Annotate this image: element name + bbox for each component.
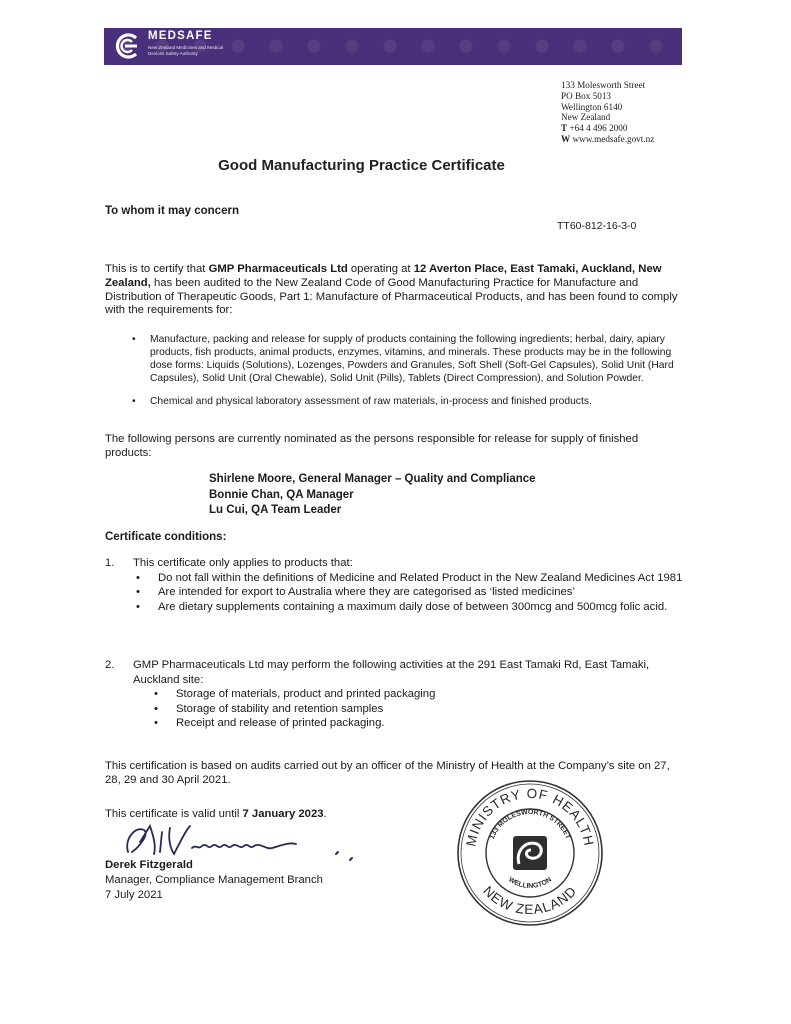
list-item: • Storage of stability and retention samples: [176, 702, 690, 717]
persons-list: [209, 472, 536, 519]
list-item: • Are intended for export to Australia where they are categorised as ‘listed medicines’: [158, 585, 690, 600]
scope-list: [150, 334, 680, 419]
condition-1-items: [158, 571, 690, 615]
person-name: Shirlene Moore, General Manager – Quality and Compliance: [209, 473, 536, 485]
condition-2: [105, 658, 690, 731]
address-street: 133 Molesworth Street: [561, 80, 646, 90]
list-item: • Storage of materials, product and printed packaging: [176, 687, 690, 702]
condition-number: 2.: [105, 659, 115, 671]
condition-text: This certificate only applies to products that:: [133, 557, 353, 569]
list-item: • Chemical and physical laboratory assessment of raw materials, in-process and finished products.: [150, 396, 680, 409]
signature-date: 7 July 2021: [105, 889, 163, 901]
condition-1: [105, 556, 690, 614]
signer-block: [105, 858, 323, 903]
seal-inner-text: 133 MOLESWORTH STREET: [488, 808, 572, 841]
condition-text: GMP Pharmaceuticals Ltd may perform the following activities at the 291 East Tamaki Rd, East Tamaki, Auckland site:: [133, 659, 650, 686]
company-location: 12 Averton Place, East Tamaki, Auckland, New Zealand,: [105, 263, 662, 289]
intro-paragraph: This is to certify that GMP Pharmaceuticals Ltd operating at 12 Averton Place, East Tamaki, Auckland, New Zealand, has been audited to the New Zealand Code of Good Manufacturing Practice for Manufacture and Distribution of Therapeutic Goods, Part 1: Manufacture of Pharmaceutical Products, and has been found to comply with the requirements for:: [105, 263, 678, 317]
seal-bottom-text: NEW ZEALAND: [480, 883, 580, 918]
address-web: W www.medsafe.govt.nz: [561, 133, 655, 144]
signer-name: Derek Fitzgerald: [105, 859, 193, 871]
validity-statement: This certificate is valid until 7 January 2023.: [105, 808, 327, 820]
condition-number: 1.: [105, 557, 115, 569]
salutation: To whom it may concern: [105, 205, 239, 217]
condition-2-items: [158, 687, 690, 731]
medsafe-logo-icon: [112, 33, 140, 59]
svg-text:WELLINGTON: [507, 876, 553, 890]
address-city: Wellington 6140: [561, 101, 623, 112]
company-name: GMP Pharmaceuticals Ltd: [208, 263, 348, 275]
org-name: MEDSAFE: [148, 30, 213, 42]
address-country: New Zealand: [561, 112, 611, 123]
seal-city-text: WELLINGTON: [507, 876, 553, 891]
org-subtitle: New Zealand Medicines and Medical Devices Safety Authority: [148, 45, 224, 56]
list-item: • Manufacture, packing and release for supply of products containing the following ingredients; herbal, dairy, apiary products, fish products, animal products, enzymes, vitamins, and minerals. These products may be in the following dose forms: Liquids (Solutions), Lozenges, Powders and Granules, Soft Shell (Soft-Gel Capsules), Solid Unit (Hard Capsules), Solid Unit (Oral Chewable), Solid Unit (Pills), Tablets (Direct Compression), and Solution Powder.: [150, 334, 680, 386]
validity-date: 7 January 2023: [242, 808, 324, 820]
seal-top-text: MINISTRY OF HEALTH: [463, 785, 597, 848]
person-name: Bonnie Chan, QA Manager: [209, 488, 354, 501]
persons-intro: The following persons are currently nominated as the persons responsible for release for supply of finished products:: [105, 433, 639, 459]
audit-note: This certification is based on audits carried out by an officer of the Ministry of Health at the Company’s site on 27, 28, 29 and 30 April 2021.: [105, 760, 670, 786]
list-item: • Receipt and release of printed packaging.: [176, 716, 690, 731]
signer-role: Manager, Compliance Management Branch: [105, 874, 323, 886]
address-block: [561, 80, 654, 145]
list-item: • Are dietary supplements containing a maximum daily dose of between 300mcg and 500mcg folic acid.: [158, 600, 690, 615]
document-title: Good Manufacturing Practice Certificate: [218, 157, 505, 174]
ministry-seal-icon: [455, 778, 605, 928]
reference-number: TT60-812-16-3-0: [557, 220, 637, 232]
list-item: • Do not fall within the definitions of Medicine and Related Product in the New Zealand Medicines Act 1981: [158, 571, 690, 586]
person-name: Lu Cui, QA Team Leader: [209, 504, 342, 516]
address-phone: T +64 4 496 2000: [561, 123, 628, 134]
address-po-box: PO Box 5013: [561, 90, 612, 101]
conditions-heading: Certificate conditions:: [105, 531, 227, 543]
